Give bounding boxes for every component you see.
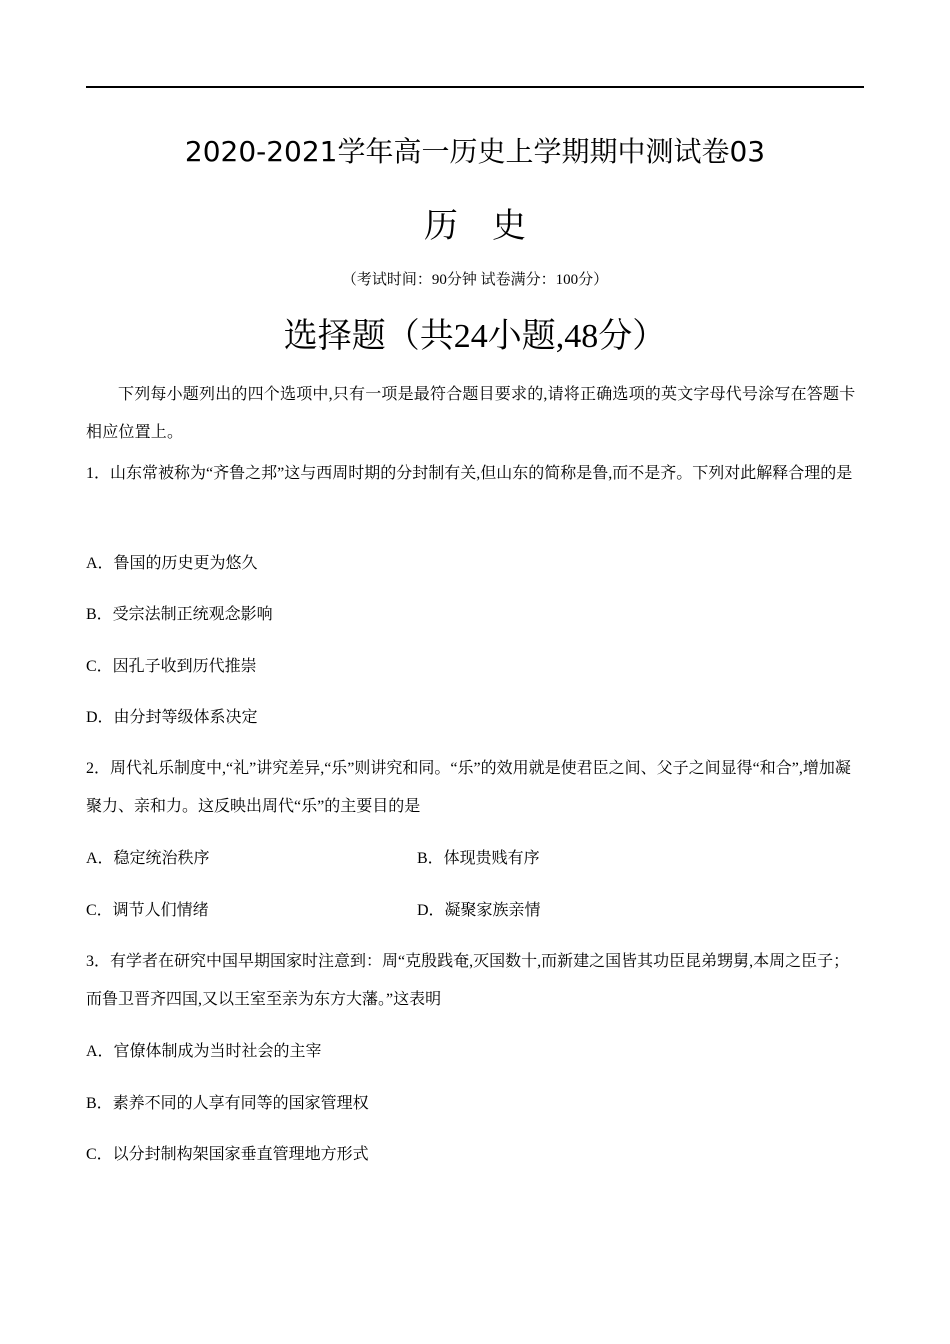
question-1-stem: 1．山东常被称为“齐鲁之邦”这与西周时期的分封制有关,但山东的简称是鲁,而不是齐。下列对此解释合理的是	[86, 465, 853, 482]
exam-title: 2020-2021学年高一历史上学期期中测试卷03	[184, 135, 766, 168]
question-2-option-c: C．调节人们情绪	[86, 902, 209, 919]
question-2-option-b: B．体现贵贱有序	[417, 850, 540, 867]
question-2-stem: 2．周代礼乐制度中,“礼”讲究差异,“乐”则讲究和同。“乐”的效用就是使君臣之间、父子之间显得“和合”,增加凝聚力、亲和力。这反映出周代“乐”的主要目的是	[86, 760, 851, 815]
instructions: 下列每小题列出的四个选项中,只有一项是最符合题目要求的,请将正确选项的英文字母代号涂写在答题卡相应位置上。	[86, 386, 856, 441]
question-1-option-c: C．因孔子收到历代推崇	[86, 658, 257, 675]
question-1-option-b: B．受宗法制正统观念影响	[86, 606, 273, 623]
exam-info: （考试时间：90分钟 试卷满分：100分）	[341, 272, 609, 288]
header-rule	[86, 86, 864, 88]
subject-title: 历史	[424, 206, 560, 246]
question-3-stem: 3．有学者在研究中国早期国家时注意到：周“克殷践奄,灭国数十,而新建之国皆其功臣昆弟甥舅,本周之臣子；而鲁卫晋齐四国,又以王室至亲为东方大藩。”这表明	[86, 953, 850, 1008]
question-3-option-c: C．以分封制构架国家垂直管理地方形式	[86, 1146, 369, 1163]
question-3-option-b: B．素养不同的人享有同等的国家管理权	[86, 1095, 369, 1112]
section-title: 选择题（共24小题,48分）	[283, 318, 667, 355]
question-1-option-d: D．由分封等级体系决定	[86, 709, 258, 726]
question-2-option-d: D．凝聚家族亲情	[417, 902, 541, 919]
question-2-option-a: A．稳定统治秩序	[86, 850, 210, 867]
question-3-option-a: A．官僚体制成为当时社会的主宰	[86, 1043, 322, 1060]
question-1-option-a: A．鲁国的历史更为悠久	[86, 555, 258, 572]
